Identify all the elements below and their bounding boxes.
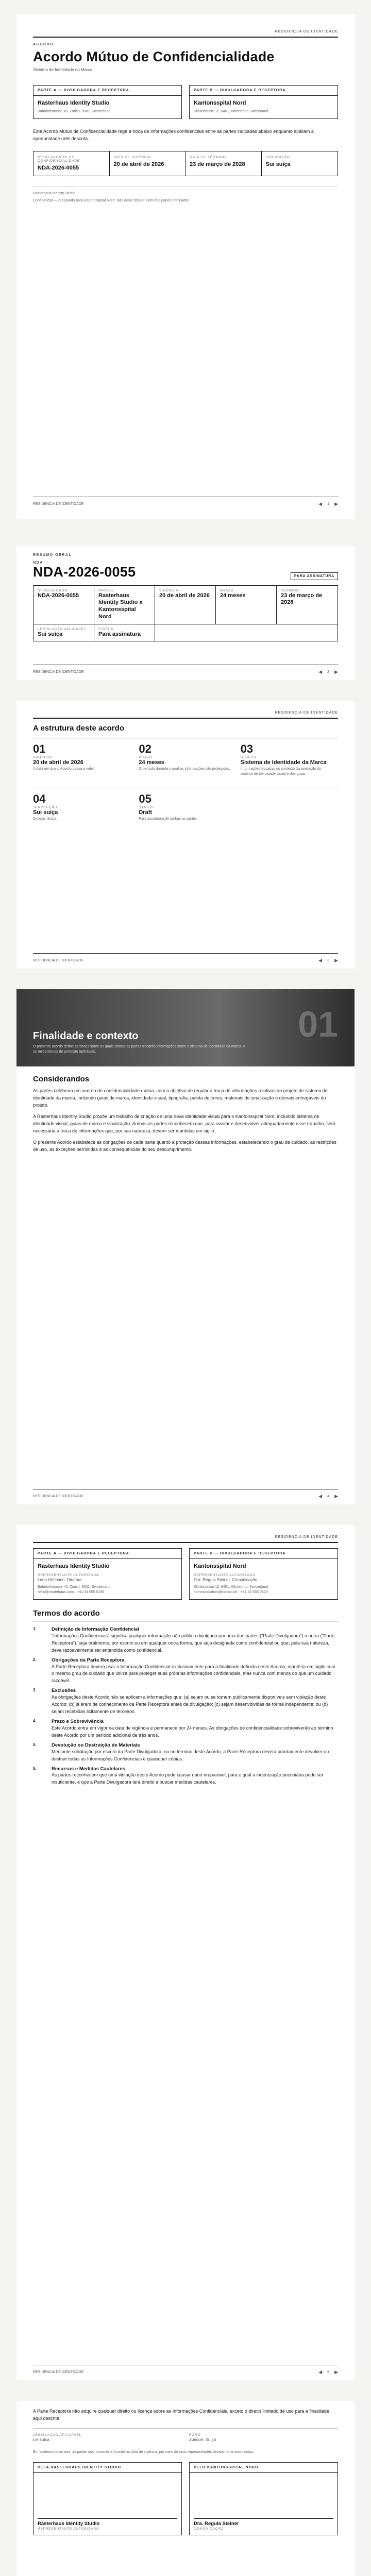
context-footer — [33, 1489, 338, 1499]
clause-3-title: Exclusões — [52, 1688, 76, 1694]
summary-cell-status-label: STATUS — [98, 627, 114, 631]
clause-6-title: Recursos e Medidas Cautelares — [52, 1766, 126, 1772]
context-hero — [16, 989, 355, 1066]
signature-a-head: PELA RASTERHAUS IDENTITY STUDIO — [33, 2463, 181, 2473]
structure-item-1-value: 20 de abril de 2026 — [33, 759, 83, 766]
page-context — [0, 989, 371, 1525]
summary-cell-term — [216, 586, 277, 624]
brand-label: RESIDENCIA DE IDENTIDADE — [275, 30, 338, 33]
footer-brand: RESIDENCIA DE IDENTIDADE — [33, 2370, 84, 2374]
party-b-box — [189, 85, 338, 119]
page-cover — [0, 0, 371, 546]
considerandos-heading: Considerandos — [33, 1075, 90, 1083]
structure-grid-top — [33, 738, 338, 781]
signature-b-role: COMUNICAÇÃO — [194, 2527, 224, 2531]
hero-number: 01 — [298, 1004, 338, 1044]
terms-footer — [33, 2365, 338, 2375]
structure-item-3-value: Sistema de Identidade da Marca — [240, 759, 327, 766]
summary-cell-end — [277, 586, 338, 624]
cover-subtitle: Sistema de Identidade da Marca — [33, 67, 93, 72]
page-number: 5 — [327, 2370, 330, 2374]
meta-nda-label: Nº DO ACORDO DE CONFIDENCIALIDADE — [38, 155, 80, 163]
footer-brand: RESIDENCIA DE IDENTIDADE — [33, 502, 84, 506]
meta-nda-value: NDA-2026-0055 — [38, 164, 79, 171]
clause-2 — [33, 1657, 338, 1685]
meta-nda — [33, 151, 110, 176]
summary-cell-law-label: LEGISLAÇÃO APLICÁVEL — [38, 627, 87, 631]
cover-foot-a: Rasterhaus Identity Studio — [33, 192, 76, 196]
signatures-intro: A Parte Receptora não adquire qualquer direito ou licença sobre as Informações Confidenciais, exceto o direito limitado de uso para a finalidade aqui descrita. — [33, 2409, 329, 2421]
clause-3-num: 3. — [33, 1688, 37, 1693]
summary-cell-parties-label: PARTES — [98, 588, 114, 592]
page-number: 1 — [327, 502, 330, 506]
party-a-box — [33, 85, 182, 119]
structure-item-4-num: 04 — [33, 792, 46, 806]
structure-item-4-label: JURISDIÇÃO — [33, 806, 58, 810]
signature-a-role: REPRESENTANTE AUTORIZADO — [38, 2527, 99, 2531]
structure-item-4 — [33, 788, 134, 826]
structure-item-3-note: Informações trocadas no contexto da avaliação do sistema de identidade visual e dos guias. — [240, 767, 322, 776]
summary-cell-law — [33, 624, 94, 641]
summary-cell-start-value: 20 de abril de 2026 — [159, 592, 210, 599]
hero-caption: O presente acordo define as bases sobre as quais ambas as partes trocarão informações sobre o sistema de identidade da marca, e os mecanismos de proteção aplicáveis. — [33, 1045, 246, 1054]
court-label: FORO — [189, 2433, 200, 2437]
party-b-rep-label: REPRESENTANTE AUTORIZADO — [194, 1573, 256, 1577]
structure-item-3 — [237, 738, 338, 781]
clause-4-num: 4. — [33, 1719, 37, 1723]
meta-end — [185, 151, 262, 176]
page-signatures — [0, 2401, 371, 2576]
summary-cell-term-label: PRAZO — [220, 588, 234, 592]
summary-eyebrow-nda: NDA — [33, 561, 43, 565]
party-a-detail — [33, 1548, 182, 1600]
summary-cell-nda — [33, 586, 94, 624]
summary-cell-status — [94, 624, 155, 641]
brand-label: RESIDENCIA DE IDENTIDADE — [275, 1535, 338, 1539]
law-value: Lei suíça — [33, 2437, 50, 2442]
summary-cell-start — [155, 586, 216, 624]
considerandos-para-2: A Rasterhaus Identity Studio propõe um trabalho de criação de uma nova identidade visual para o Kantonsspital Nord, incluindo sistema de identidade visual, guias de marca e sinalização. Ambas as partes reconhecem que, para avaliar e desenvolver adequadamente esse trabalho, será necessária a troca de informações que, por sua natureza, devem ser mantidas em sigilo. — [33, 1113, 335, 1133]
summary-cell-nda-label: Nº DO ACORDO — [38, 588, 68, 592]
terms-title: Termos do acordo — [33, 1608, 100, 1618]
structure-item-3-num: 03 — [240, 742, 254, 755]
summary-title: NDA-2026-0055 — [33, 564, 136, 580]
summary-eyebrow: RESUMO GERAL — [33, 553, 72, 557]
next-arrow-icon[interactable]: ▶ — [334, 1494, 338, 1499]
structure-item-2-note: O período durante o qual as informações são protegidas. — [139, 767, 230, 771]
cover-title: Acordo Mútuo de Confidencialidade — [33, 49, 275, 64]
party-b-detail-head: PARTE B — DIVULGADORA E RECEPTORA — [190, 1549, 338, 1559]
clause-5 — [33, 1742, 338, 1763]
page-structure — [0, 701, 371, 989]
structure-item-5-note: Para assinatura de ambas as partes. — [139, 817, 198, 821]
prev-arrow-icon[interactable]: ◀ — [318, 669, 323, 674]
cover-foot-b: Confidencial — preparado para Kantonsspital Nord. Não deve circular além das partes nomeadas. — [33, 199, 191, 203]
next-arrow-icon[interactable]: ▶ — [334, 958, 338, 963]
summary-cell-term-value: 24 meses — [220, 592, 246, 599]
summary-cell-parties-value: Rasterhaus Identity Studio x Kantonsspital Nord — [98, 592, 143, 620]
considerandos-para-1: As partes celebram um acordo de confidencialidade mútua, com o objetivo de regular a troca de informações relativas ao projeto de sistema de identidade da marca, incluindo guias de marca, identidade visual, tipografia, paleta de cores, materiais de sinalização e demais entregáveis do projeto. — [33, 1088, 328, 1108]
cover-eyebrow: ACORDO — [33, 43, 54, 46]
clause-4-text: Este Acordo entra em vigor na data de vigência e permanece por 24 meses. As obrigações de confidencialidade sobreviverão ao término deste Acordo por um período adicional de três anos. — [52, 1725, 333, 1738]
cover-meta — [33, 151, 338, 177]
party-b-detail-address: Klinikstrasse 12, 8401, Winterthur, Switzerland — [194, 1585, 268, 1589]
pager — [318, 501, 338, 507]
signatures-note: Em testemunho do que, as partes assinaram este Acordo na data de vigência, por meio de seus representantes devidamente autorizados. — [33, 2450, 255, 2454]
structure-item-2-label: PRAZO — [139, 756, 153, 759]
summary-cell-end-label: TÉRMINO — [281, 588, 299, 592]
summary-footer — [33, 665, 338, 675]
structure-item-1-note: A data em que o Acordo passa a valer. — [33, 767, 95, 771]
prev-arrow-icon[interactable]: ◀ — [318, 501, 323, 506]
signature-b-head: PELO KANTONSSPITAL NORD — [190, 2463, 338, 2473]
page-summary — [0, 546, 371, 701]
meta-jurisdiction-value: Sui suíça — [265, 161, 291, 167]
meta-end-label: DATA DE TÉRMINO — [190, 155, 226, 159]
party-b-address: Klinikstrasse 12, 8401, Winterthur, Switzerland — [194, 110, 268, 114]
party-b-detail-name: Kantonsspital Nord — [194, 1563, 246, 1569]
signature-b-name: Dra. Regula Steiner — [194, 2521, 239, 2527]
meta-start-value: 20 de abril de 2026 — [113, 161, 164, 167]
clause-3-text: As obrigações deste Acordo não se aplicam a informações que: (a) sejam ou se tornem publicamente disponíveis sem violação deste Acordo; (b) já eram de conhecimento da Parte Receptora antes da divulgação; (c) sejam desenvolvidas de forma independente; ou (d) sejam recebidas licitamente de terceiros. — [52, 1694, 328, 1715]
signatures-sheet — [16, 2401, 355, 2576]
cover-footer — [33, 497, 338, 507]
clause-1-text: "Informações Confidenciais" significa qualquer informação não pública divulgada por uma das partes ("Parte Divulgadora") à outra ("Parte Receptora"), seja oralmente, por escrito ou em qualquer outra forma, que seja designada como confidencial ou que, pela sua natureza, deva razoavelmente ser entendida como confidencial. — [52, 1633, 335, 1653]
clause-5-num: 5. — [33, 1742, 37, 1747]
brand-label: RESIDENCIA DE IDENTIDADE — [275, 711, 338, 715]
structure-item-5 — [134, 788, 236, 826]
cover-sheet — [16, 14, 355, 519]
structure-item-1 — [33, 738, 134, 781]
structure-item-1-num: 01 — [33, 742, 46, 755]
party-a-rep-label: REPRESENTANTE AUTORIZADO — [38, 1573, 99, 1577]
page-number: 4 — [327, 1495, 330, 1498]
top-rule — [33, 37, 338, 38]
structure-item-4-note: Zurique, Suíça. — [33, 817, 58, 821]
prev-arrow-icon[interactable]: ◀ — [318, 958, 323, 963]
party-a-rep: Lena Hofmann, Diretora — [38, 1577, 82, 1582]
party-a-name: Rasterhaus Identity Studio — [38, 100, 110, 107]
structure-item-3-label: OBJETO — [240, 756, 257, 759]
structure-item-5-value: Draft — [139, 809, 152, 816]
meta-end-value: 23 de março de 2028 — [190, 161, 245, 167]
next-arrow-icon[interactable]: ▶ — [334, 669, 338, 674]
clause-3 — [33, 1688, 338, 1716]
meta-jurisdiction-label: JURISDIÇÃO — [265, 155, 290, 159]
next-arrow-icon[interactable]: ▶ — [334, 501, 338, 506]
party-a-address: Bahnhofstrasse 45, Zurich, 8001, Switzerland — [38, 110, 111, 114]
party-a-contact[interactable]: hello@rasterhaus.com · +41 44 555 0198 — [38, 1590, 105, 1595]
summary-cell-status-value: Para assinatura — [98, 631, 141, 637]
summary-grid-2 — [33, 624, 338, 642]
clause-4 — [33, 1719, 338, 1739]
footer-brand: RESIDENCIA DE IDENTIDADE — [33, 1495, 84, 1498]
clause-2-text: A Parte Receptora deverá usar a Informação Confidencial exclusivamente para a finalidade definida neste Acordo, mantê-la em sigilo com o mesmo grau de cuidado que utiliza para proteger suas próprias informações confidenciais, mas nunca com menos do que um cuidado razoável. — [52, 1664, 335, 1684]
structure-item-1-label: VIGÊNCIA — [33, 756, 53, 759]
clause-6 — [33, 1766, 338, 1787]
party-a-detail-address: Bahnhofstrasse 45, Zurich, 8001, Switzerland — [38, 1585, 111, 1589]
cover-intro: Este Acordo Mútuo de Confidencialidade rege a troca de informações confidenciais entre as partes indicadas abaixo enquanto avaliam a oportunidade nele descrita. — [33, 128, 314, 141]
clause-1 — [33, 1626, 338, 1654]
party-b-contact[interactable]: kommunikation@ksnord.ch · +41 52 555 0120 — [194, 1590, 268, 1595]
structure-item-5-label: STATUS — [139, 806, 154, 810]
party-b-head: PARTE B — DIVULGADORA E RECEPTORA — [190, 86, 338, 96]
status-chip: PARA ASSINATURA — [291, 572, 338, 580]
law-label: LEGISLAÇÃO APLICÁVEL — [33, 2433, 82, 2437]
footer-brand: RESIDENCIA DE IDENTIDADE — [33, 959, 84, 962]
structure-title: A estrutura deste acordo — [33, 724, 124, 733]
structure-item-2-num: 02 — [139, 742, 151, 755]
party-a-head: PARTE A — DIVULGADORA E RECEPTORA — [33, 86, 181, 96]
summary-cell-law-value: Sui suíça — [38, 631, 63, 637]
signature-a-box — [33, 2462, 182, 2535]
structure-item-2 — [134, 738, 236, 781]
structure-item-5-num: 05 — [139, 792, 151, 806]
clause-2-title: Obrigações da Parte Receptora — [52, 1657, 125, 1663]
prev-arrow-icon[interactable]: ◀ — [318, 2369, 323, 2375]
page-number: 2 — [327, 670, 330, 674]
page-terms — [0, 1525, 371, 2401]
clause-5-title: Devolução ou Destruição de Materiais — [52, 1742, 140, 1748]
footer-brand: RESIDENCIA DE IDENTIDADE — [33, 670, 84, 674]
clause-6-text: As partes reconhecem que uma violação deste Acordo pode causar dano irreparável, para o qual a indenização pecuniária pode ser insuficiente, e que a Parte Divulgadora terá direito a buscar medidas cautelares. — [52, 1772, 324, 1785]
terms-sheet — [16, 1525, 355, 2380]
structure-footer — [33, 953, 338, 963]
party-a-detail-head: PARTE A — DIVULGADORA E RECEPTORA — [33, 1549, 181, 1559]
party-boxes — [33, 85, 338, 119]
context-sheet — [16, 989, 355, 1504]
party-b-rep: Dra. Regula Steiner, Comunicação — [194, 1577, 258, 1582]
court-value: Zurique, Suíça — [189, 2437, 216, 2442]
clause-1-title: Definição de Informação Confidencial — [52, 1626, 139, 1632]
page-number: 3 — [327, 959, 330, 962]
clause-4-title: Prazo e Sobrevivência — [52, 1719, 104, 1724]
meta-start-label: DATA DE VIGÊNCIA — [113, 155, 151, 159]
prev-arrow-icon[interactable]: ◀ — [318, 1494, 323, 1499]
summary-cell-nda-value: NDA-2026-0055 — [38, 592, 79, 599]
clause-5-text: Mediante solicitação por escrito da Parte Divulgadora, ou no término deste Acordo, a Parte Receptora deverá prontamente devolver ou destruir todas as Informações Confidenciais e quaisquer cópias. — [52, 1749, 329, 1761]
signature-a-name: Rasterhaus Identity Studio — [38, 2521, 100, 2527]
clause-6-num: 6. — [33, 1766, 37, 1771]
summary-cell-end-value: 23 de março de 2028 — [281, 592, 323, 606]
brand-line — [33, 27, 338, 37]
meta-start — [110, 151, 186, 176]
summary-grid — [33, 585, 338, 624]
clause-1-num: 1. — [33, 1626, 37, 1631]
summary-sheet — [16, 546, 355, 680]
party-b-detail — [189, 1548, 338, 1600]
structure-sheet — [16, 701, 355, 969]
clause-2-num: 2. — [33, 1657, 37, 1662]
summary-cell-parties — [94, 586, 155, 624]
summary-cell-start-label: VIGÊNCIA — [159, 588, 179, 592]
party-b-name: Kantonsspital Nord — [194, 100, 246, 107]
structure-item-2-value: 24 meses — [139, 759, 164, 766]
meta-jurisdiction — [262, 151, 338, 176]
next-arrow-icon[interactable]: ▶ — [334, 2369, 338, 2375]
structure-grid-bottom — [33, 788, 338, 826]
considerandos-para-3: O presente Acordo estabelece as obrigações de cada parte quanto à proteção dessas informações, estabelecendo o grau de cuidado, as restrições de uso, as exceções permitidas e as consequências do seu descumprimento. — [33, 1139, 336, 1152]
signature-b-box — [189, 2462, 338, 2535]
structure-item-4-value: Sui suíça — [33, 809, 58, 816]
party-a-detail-name: Rasterhaus Identity Studio — [38, 1563, 110, 1569]
hero-title: Finalidade e contexto — [33, 1030, 139, 1042]
